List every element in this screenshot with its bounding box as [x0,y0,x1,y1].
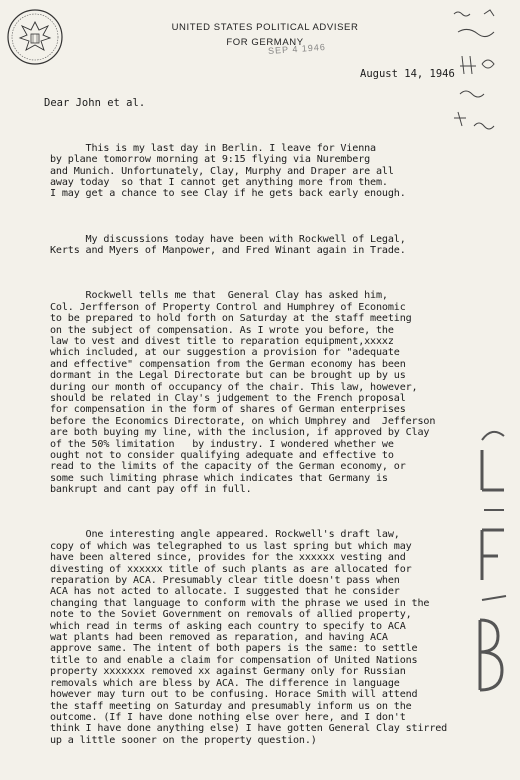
letterhead-line-2: FOR GERMANY [226,37,304,48]
letter-date: August 14, 1946 [360,68,455,80]
salutation: Dear John et al. [44,97,146,109]
handwritten-annotations [448,6,520,156]
handwritten-file-mark [470,420,520,700]
letterhead [150,20,380,50]
received-stamp: SEP 4 1946 [267,41,327,57]
paragraph-4: One interesting angle appeared. Rockwell's draft law, copy of which was telegraphed to us last spring but which may have been altered since, provides for the xxxxxx vesting and divesting of xxxxxx title of such plants as are allocated for reparation by ACA. Presumably clear title doesn't pass when ACA has not acted to allocate. I suggested that he consider changing that language to conform with the phrase we used in the note to the Soviet Government on removals of allied property, which read in terms of asking each country to specify to ACA wat plants had been removed as reparation, and having ACA approve same. The intent of both papers is the same: to settle title to and enable a claim for compensation of United Nations property xxxxxxx removed xx against Germany only for Russian removals which are bless by ACA. The difference in language however may turn out to be confusing. Horace Smith will attend the staff meeting on Saturday and presumably inform us on the outcome. (If I have done nothing else over here, and I don't think I have done anything else) I have gotten General Clay stirred up a little sooner on the property question.) [50,529,448,746]
letterhead-line-1: UNITED STATES POLITICAL ADVISER [171,22,359,33]
great-seal-icon [6,8,64,66]
paragraph-3: Rockwell tells me that General Clay has asked him, Col. Jerfferson of Property Control and Humphrey of Economic to be prepared to hold forth on Saturday at the staff meeting on the subject of compensation. As I wrote you before, the law to vest and divest title to reparation equipment,xxxxz which included, at our suggestion a provision for "adequate and effective" compensation from the German economy has been dormant in the Legal Directorate but can be brought up by us during our month of occupancy of the chair. This law, however, should be related in Clay's judgement to the French proposal for compensation in the form of shares of German enterprises before the Economics Directorate, on which Umphrey and Jefferson are both buying my line, with the inclusion, if approved by Clay of the 50% limitation by industry. I wondered whether we ought not to consider qualifying adequate and effective to read to the limits of the capacity of the German economy, or some such limiting phrase which indicates that Germany is bankrupt and cant pay off in full. [50,290,436,496]
letter-body [50,120,490,780]
paragraph-2: My discussions today have been with Rockwell of Legal, Kerts and Myers of Manpower, and Fred Winant again in Trade. [50,233,406,257]
paragraph-1: This is my last day in Berlin. I leave for Vienna by plane tomorrow morning at 9:15 flying via Nuremberg and Munich. Unfortunately, Clay, Murphy and Draper are all away today so that I cannot get anything more from them. I may get a chance to see Clay if he gets back early enough. [50,142,406,200]
